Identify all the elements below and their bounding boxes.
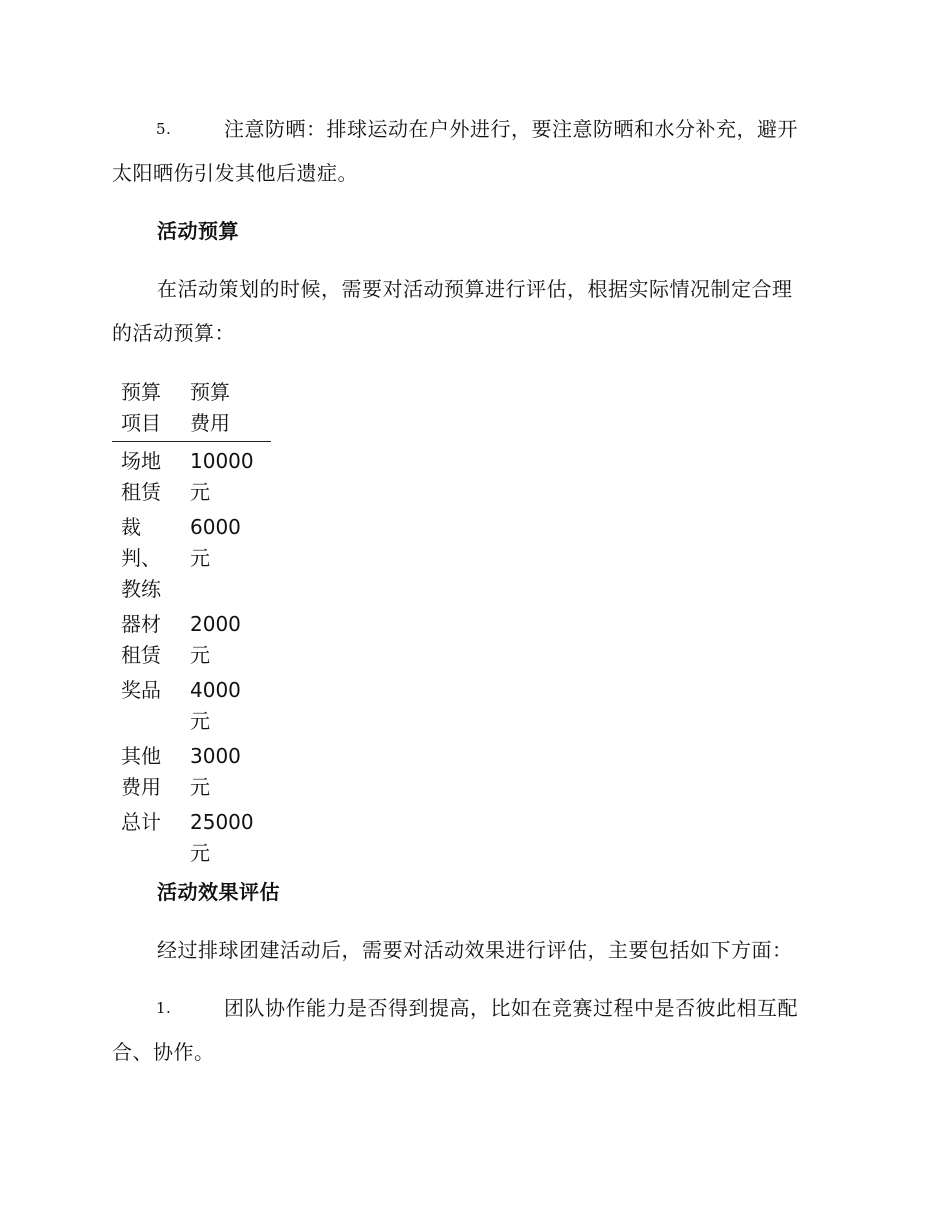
paragraph-line1: 在活动策划的时候，需要对活动预算进行评估，根据实际情况制定合理 — [157, 277, 793, 301]
table-cell-item: 场地租赁 — [121, 449, 161, 504]
table-cell-item: 奖品 — [121, 678, 161, 702]
table-cell-cost: 4000元 — [190, 678, 241, 733]
table-row — [112, 737, 271, 803]
table-row — [112, 442, 271, 509]
budget-intro-paragraph — [112, 267, 832, 355]
table-cell-cost: 25000元 — [190, 810, 254, 865]
list-number: 5. — [156, 120, 172, 138]
evaluation-intro-paragraph — [112, 928, 832, 972]
list-item-text-line2: 合、协作。 — [112, 1040, 215, 1064]
list-item-1 — [112, 986, 832, 1074]
list-number: 1. — [156, 999, 172, 1017]
paragraph-line2: 的活动预算： — [112, 321, 235, 345]
paragraph-line1: 经过排球团建活动后，需要对活动效果进行评估，主要包括如下方面： — [157, 938, 793, 962]
table-row — [112, 508, 271, 605]
budget-table — [112, 377, 271, 869]
table-row — [112, 803, 271, 869]
table-cell-cost: 2000元 — [190, 612, 241, 667]
table-cell-cost: 10000元 — [190, 449, 254, 504]
table-cell-item: 总计 — [121, 810, 161, 834]
list-item-text-line1: 注意防晒：排球运动在户外进行，要注意防晒和水分补充，避开 — [224, 117, 798, 141]
table-header-row — [112, 377, 271, 442]
table-cell-item: 其他费用 — [121, 744, 161, 799]
table-row — [112, 671, 271, 737]
table-header-cell: 预算项目 — [112, 377, 190, 442]
list-item-text-line2: 太阳晒伤引发其他后遗症。 — [112, 161, 358, 185]
table-row — [112, 605, 271, 671]
section-heading-evaluation: 活动效果评估 — [157, 880, 280, 904]
table-header-cell: 预算费用 — [190, 377, 271, 442]
table-cell-cost: 3000元 — [190, 744, 241, 799]
table-cell-item: 裁判、教练 — [121, 515, 161, 601]
table-cell-cost: 6000元 — [190, 515, 241, 570]
section-heading-budget: 活动预算 — [157, 219, 239, 243]
list-item-text-line1: 团队协作能力是否得到提高，比如在竞赛过程中是否彼此相互配 — [224, 996, 798, 1020]
table-cell-item: 器材租赁 — [121, 612, 161, 667]
list-item-5 — [112, 107, 832, 195]
